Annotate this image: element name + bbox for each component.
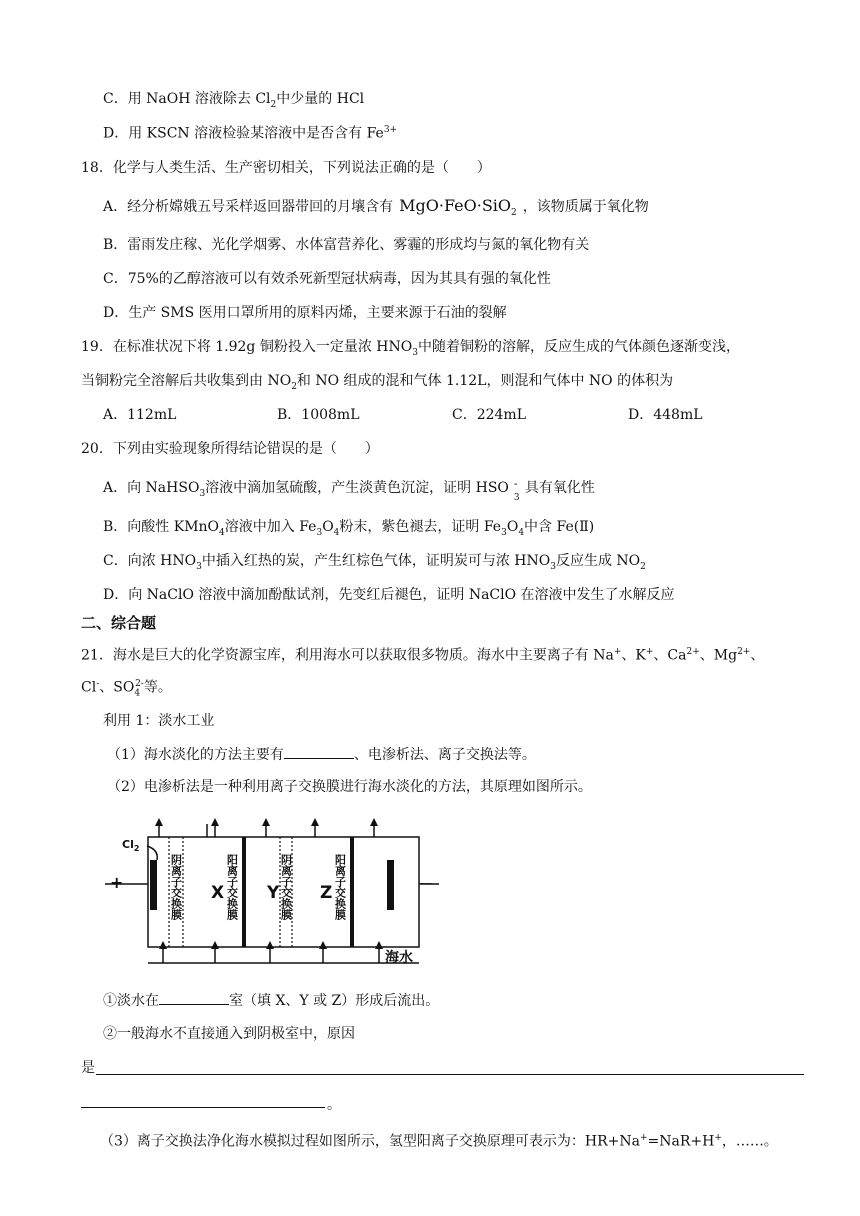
q19-option-d: D．448mL xyxy=(628,407,703,423)
anode-electrode xyxy=(150,860,157,910)
q21-sub2-end: 。 xyxy=(327,1097,341,1113)
q20-option-b: B．向酸性 KMnO$_4$溶液中加入 $Fe_3O_4$粉末，紫色褪去，证明 $Fe_3O_4$中含 Fe(Ⅱ) xyxy=(103,519,595,538)
q21-stem-line2: Cl-、$SO_4^{2-}$等。 xyxy=(81,679,172,699)
membrane-label-4: 阳离子交换膜 xyxy=(333,854,347,920)
q21-sub2: ②一般海水不直接通入到阴极室中，原因 xyxy=(103,1026,355,1042)
chamber-x: X xyxy=(211,883,225,903)
q17-option-c: C．用 NaOH 溶液除去 $Cl_2$中少量的 HCl xyxy=(103,91,365,110)
plus-sign: + xyxy=(110,873,124,892)
membrane-label-3: 阴离子交换膜 xyxy=(279,854,293,920)
q18-option-b: B．雷雨发庄稼、光化学烟雾、水体富营养化、雾霾的形成均与氮的氧化物有关 xyxy=(103,237,590,253)
q20-stem: 20．下列由实验现象所得结论错误的是（ ） xyxy=(81,441,379,457)
membrane-label-2: 阳离子交换膜 xyxy=(225,854,239,920)
q21-sub2-is: 是 xyxy=(81,1060,95,1076)
cathode-electrode xyxy=(387,860,394,910)
q19-stem-line2: 当铜粉完全溶解后共收集到由 $NO_2$和 NO 组成的混和气体 1.12L，则混和气体中 NO 的体积为 xyxy=(81,373,674,392)
answer-line-1[interactable] xyxy=(96,1074,804,1075)
q21-part1: （1）海水淡化的方法主要有 、电渗析法、离子交换法等。 xyxy=(107,744,536,765)
answer-line-2[interactable] xyxy=(81,1107,325,1108)
q21-use1: 利用 1：淡水工业 xyxy=(103,713,215,729)
q18-option-c: C．75%的乙醇溶液可以有效杀死新型冠状病毒，因为其具有强的氧化性 xyxy=(103,271,551,287)
minus-sign: － xyxy=(419,877,433,893)
q17-option-d: D．用 KSCN 溶液检验某溶液中是否含有 $Fe^{3+}$ xyxy=(103,125,398,142)
q19-option-c: C．224mL xyxy=(452,407,527,423)
q18-option-a: A．经分析嫦娥五号采样返回器带回的月壤含有 MgO·FeO·SiO$_2$ ，该物质属于氧化物 xyxy=(103,196,649,219)
q18-stem: 18．化学与人类生活、生产密切相关，下列说法正确的是（ ） xyxy=(81,160,491,176)
svg-text:Cl2: $Cl_2$ xyxy=(122,838,140,853)
q19-option-b: B．1008mL xyxy=(277,407,360,423)
q20-option-d: D．向 NaClO 溶液中滴加酚酞试剂，先变红后褪色，证明 NaClO 在溶液中发生了水解反应 xyxy=(103,587,675,603)
electrodialysis-diagram xyxy=(105,816,440,971)
cl2-label: Cl xyxy=(122,838,134,851)
q19-stem-line1: 19．在标准状况下将 1.92g 铜粉投入一定量浓 $HNO_3$中随着铜粉的溶解，反应生成的气体颜色逐渐变浅， xyxy=(81,339,740,358)
q18-formula: MgO·FeO·SiO$_2$ xyxy=(399,196,517,219)
q21-stem-line1: 21．海水是巨大的化学资源宝库，利用海水可以获取很多物质。海水中主要离子有 Na+、K+、$Ca^{2+}$、$Mg^{2+}$、 xyxy=(81,647,765,664)
seawater-label: 海水 xyxy=(385,950,413,966)
q19-option-a: A．112mL xyxy=(103,407,177,423)
chamber-y: Y xyxy=(267,883,280,903)
answer-blank-2[interactable] xyxy=(159,990,229,1005)
q20-option-c: C．向浓 $HNO_3$中插入红热的炭，产生红棕色气体，证明炭可与浓 $HNO_3$反应生成 $NO_2$ xyxy=(103,553,646,572)
membrane-label-1: 阴离子交换膜 xyxy=(169,854,183,920)
q18-option-d: D．生产 SMS 医用口罩所用的原料丙烯，主要来源于石油的裂解 xyxy=(103,305,507,321)
q20-option-a: A．向 NaHSO$_3$溶液中滴加氢硫酸，产生淡黄色沉淀，证明 HSO 3 - 具有氧化性 xyxy=(103,477,595,503)
answer-blank-1[interactable] xyxy=(284,744,354,759)
chamber-z: Z xyxy=(320,883,333,903)
q21-part2: （2）电渗析法是一种利用离子交换膜进行海水淡化的方法，其原理如图所示。 xyxy=(107,779,592,795)
section-heading: 二、综合题 xyxy=(81,614,157,632)
q21-part3: （3）离子交换法净化海水模拟过程如图所示，氢型阳离子交换原理可表示为：HR+Na+=NaR+H+，……。 xyxy=(100,1133,778,1150)
q21-sub1: ①淡水在 室（填 X、Y 或 Z）形成后流出。 xyxy=(103,990,439,1011)
